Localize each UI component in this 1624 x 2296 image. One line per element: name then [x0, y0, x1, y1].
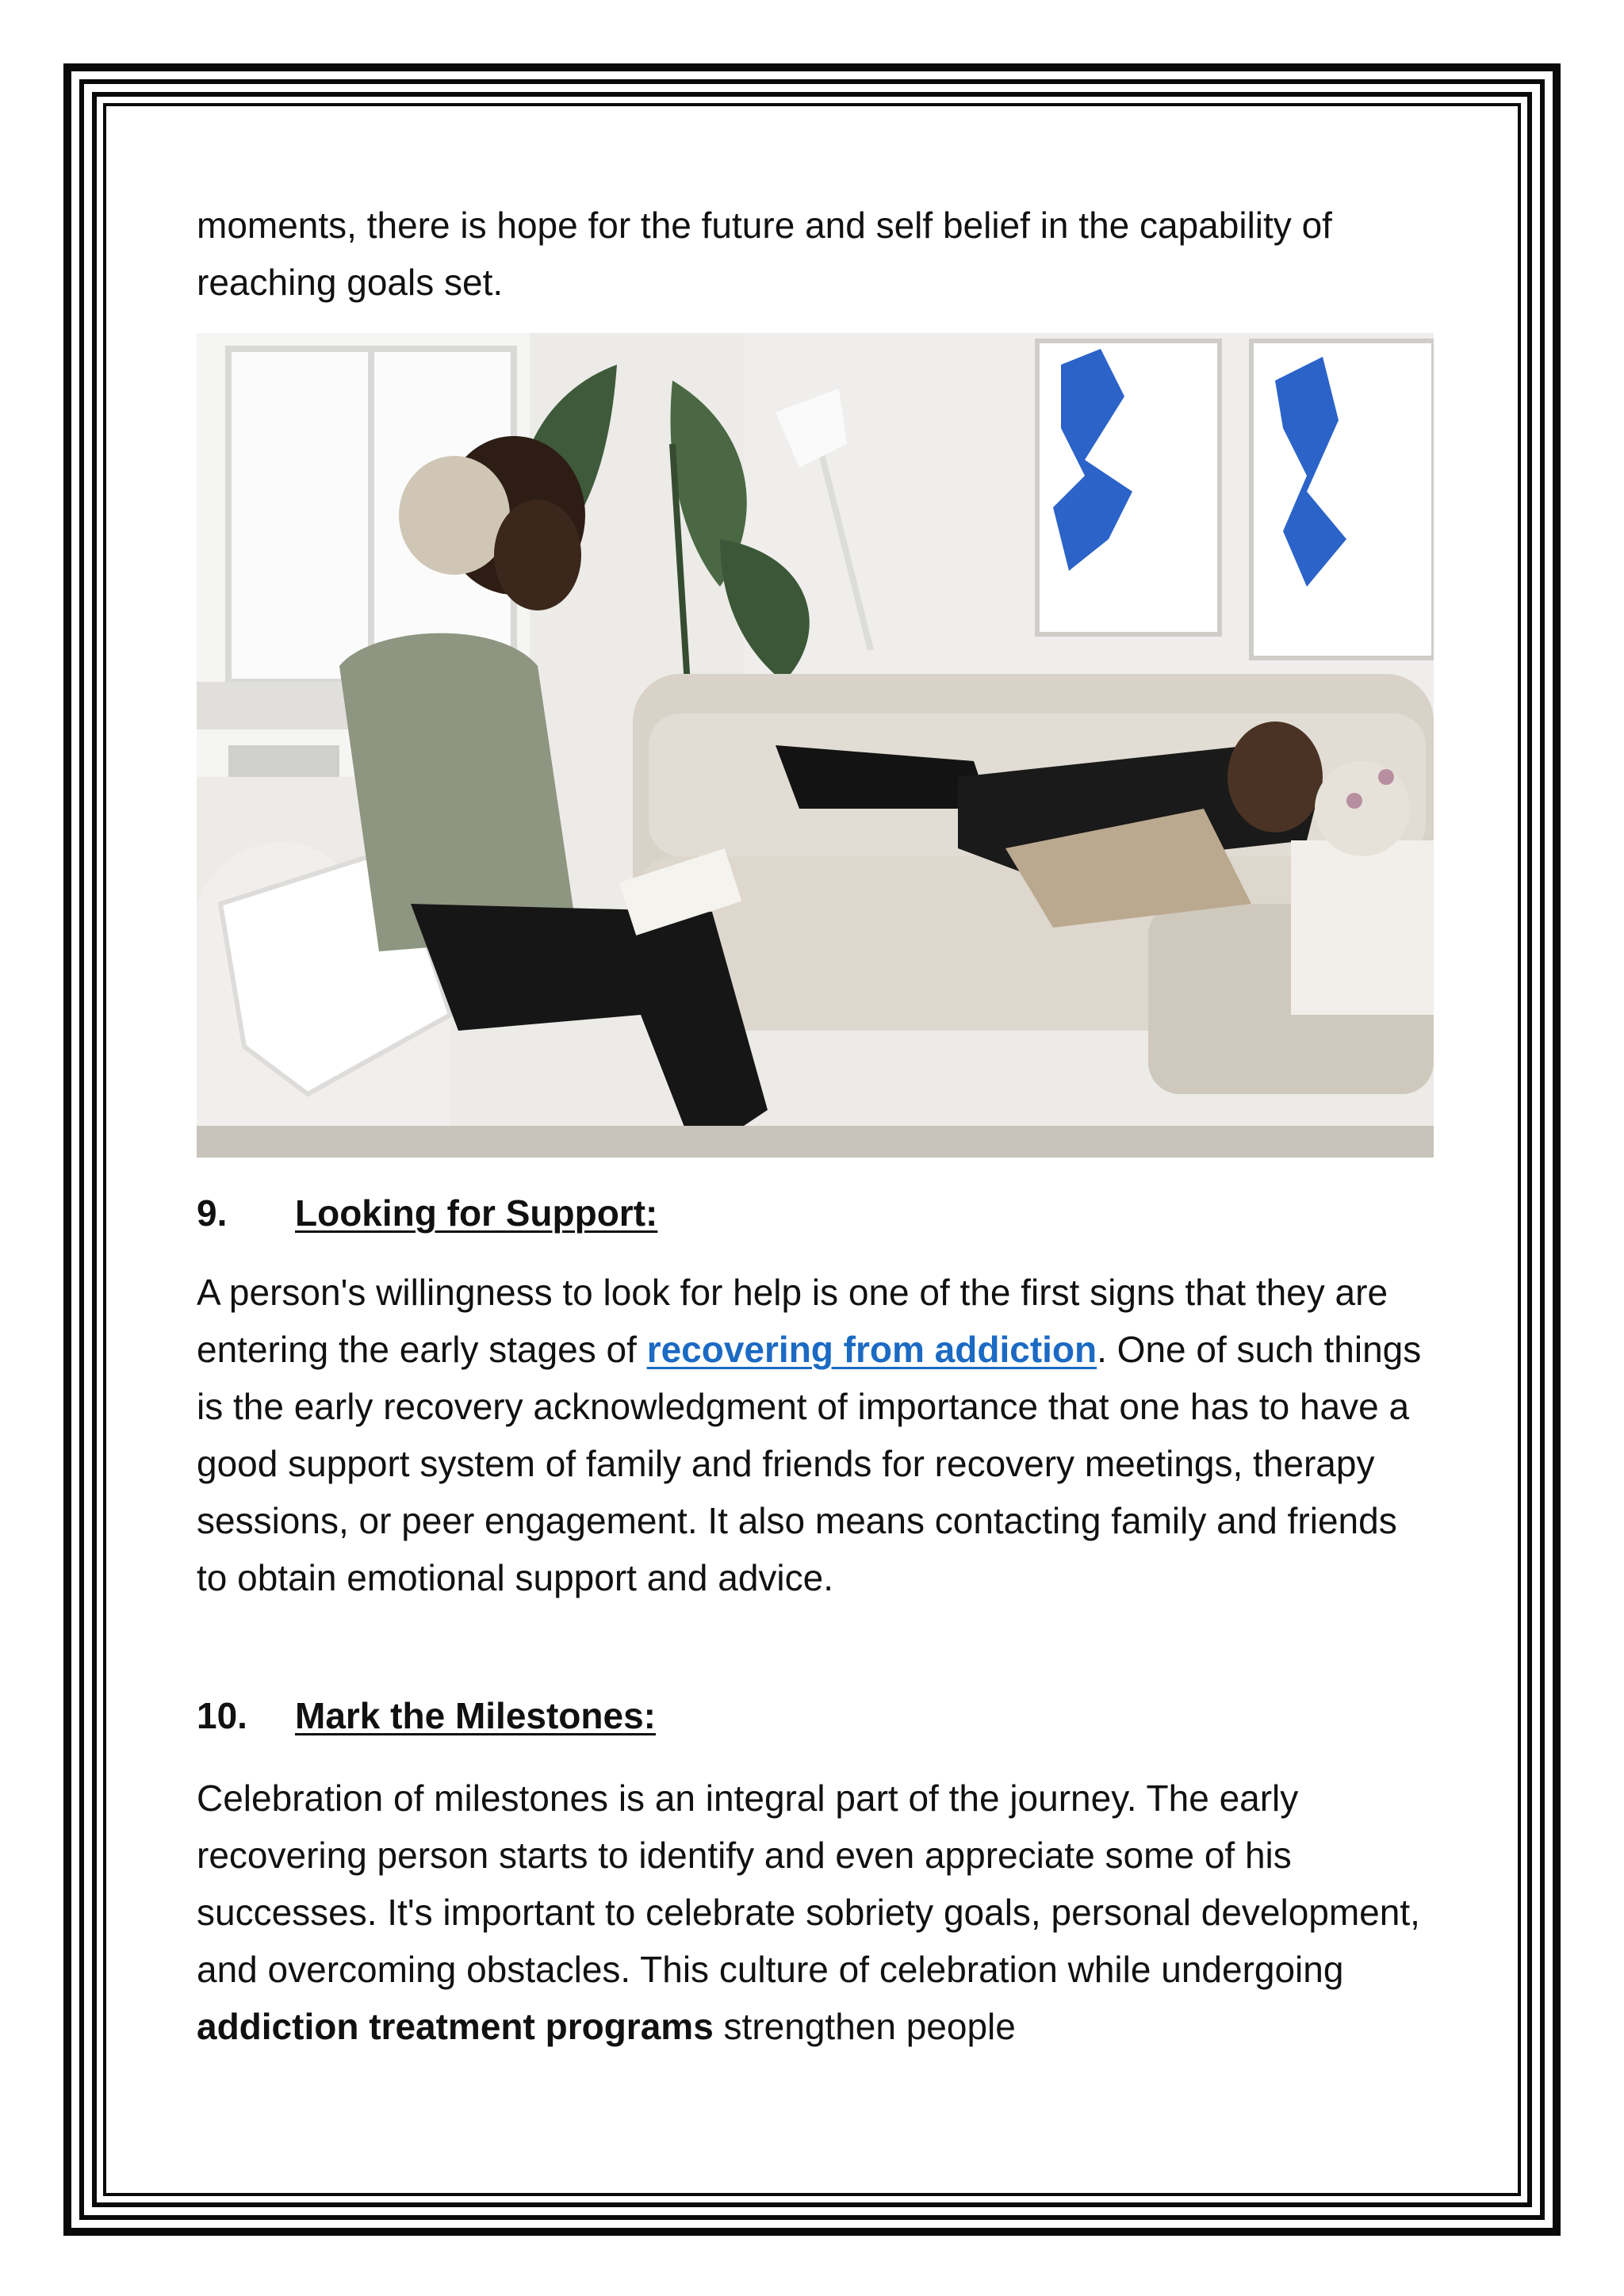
section-9-title: Looking for Support: — [295, 1192, 658, 1234]
section-10-title: Mark the Milestones: — [295, 1695, 656, 1736]
section-9-heading — [197, 1189, 657, 1237]
section-10-heading — [197, 1692, 656, 1739]
section-9-paragraph — [197, 1264, 1434, 1606]
recovering-from-addiction-link[interactable]: recovering from addiction — [646, 1329, 1097, 1370]
therapy-session-photo — [197, 333, 1434, 1158]
section-9-text-1: A person's willingness to look for help is one of the first signs that they are entering the early stages of — [197, 1272, 1388, 1370]
section-10-paragraph — [197, 1770, 1434, 2055]
section-10-number: 10. — [197, 1695, 247, 1736]
intro-paragraph: moments, there is hope for the future and self belief in the capability of reaching goals set. — [197, 205, 1332, 303]
addiction-treatment-programs-text: addiction treatment programs — [197, 2006, 714, 2047]
section-9-text-2: . One of such things is the early recovery acknowledgment of importance that one has to have a good support system of family and friends for recovery meetings, therapy sessions, or peer engagement. It also means contacting family and friends to obtain emotional support and advice. — [197, 1329, 1422, 1598]
section-9-number: 9. — [197, 1192, 228, 1234]
section-10-text-1: Celebration of milestones is an integral part of the journey. The early recovering person starts to identify and even appreciate some of his successes. It's important to celebrate sobriety goals, personal development, and overcoming obstacles. This culture of celebration while undergoing — [197, 1777, 1420, 1990]
section-10-text-2: strengthen people — [713, 2006, 1016, 2047]
